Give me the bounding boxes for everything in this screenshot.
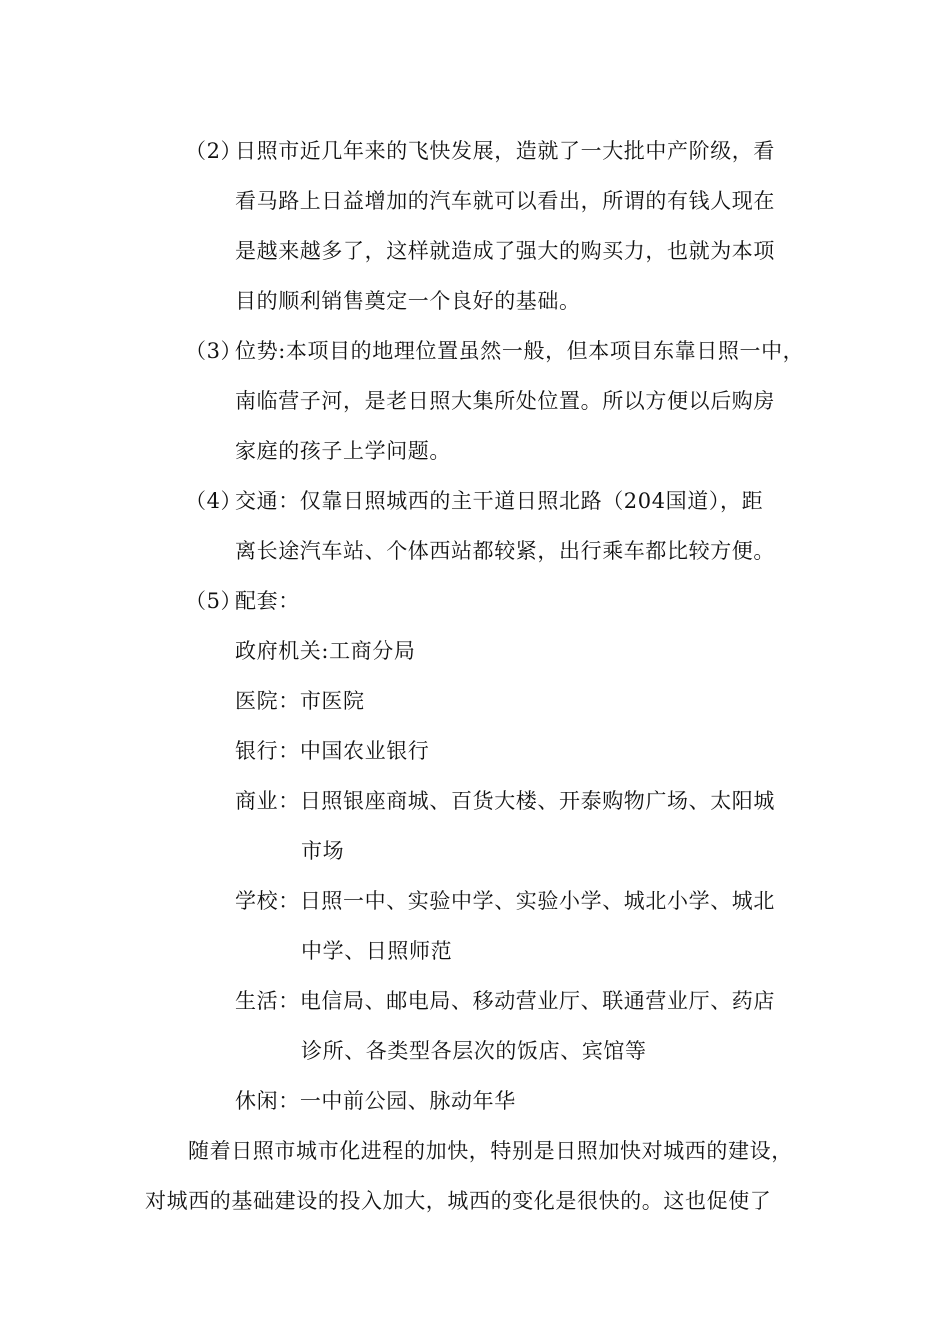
item-3-line-3: 家庭的孩子上学问题。 xyxy=(235,439,451,463)
item-2-line-1 xyxy=(185,136,775,166)
closing-paragraph-line-2: 对城西的基础建设的投入加大，城西的变化是很快的。这也促使了 xyxy=(145,1189,772,1213)
item-3-line-1 xyxy=(185,336,804,366)
facility-value: 一中前公园、脉动年华 xyxy=(299,1089,516,1113)
closing-paragraph-line-1: 随着日照市城市化进程的加快，特别是日照加快对城西的建设， xyxy=(188,1139,793,1163)
facility-school xyxy=(235,886,775,916)
facility-label: 医院： xyxy=(235,689,300,713)
facility-leisure xyxy=(235,1086,516,1116)
item-5-text-1: 配套： xyxy=(235,589,300,613)
facility-value: 日照银座商城、百货大楼、开泰购物广场、太阳城 xyxy=(299,789,776,813)
item-2-line-4: 目的顺利销售奠定一个良好的基础。 xyxy=(235,289,581,313)
facility-value: 市医院 xyxy=(299,689,365,713)
facility-label: 生活： xyxy=(235,989,300,1013)
facility-value: 中国农业银行 xyxy=(299,739,430,763)
item-4-line-1 xyxy=(185,486,763,516)
facility-value: 日照一中、实验中学、实验小学、城北小学、城北 xyxy=(299,889,776,913)
facility-commerce xyxy=(235,786,775,816)
facility-value: 工商分局 xyxy=(329,639,416,663)
facility-label: 政府机关: xyxy=(235,639,330,663)
item-5-line-1 xyxy=(185,586,300,616)
item-2-number: （2） xyxy=(185,139,243,163)
facility-commerce-cont: 市场 xyxy=(301,839,345,863)
item-2-line-2: 看马路上日益增加的汽车就可以看出，所谓的有钱人现在 xyxy=(235,189,775,213)
facility-label: 商业： xyxy=(235,789,300,813)
facility-school-cont: 中学、日照师范 xyxy=(301,939,453,963)
facility-label: 学校： xyxy=(235,889,300,913)
facility-value: 电信局、邮电局、移动营业厅、联通营业厅、药店 xyxy=(299,989,776,1013)
item-3-number: （3） xyxy=(185,339,243,363)
facility-government xyxy=(235,636,415,666)
facility-label: 银行： xyxy=(235,739,300,763)
item-2-line-3: 是越来越多了，这样就造成了强大的购买力，也就为本项 xyxy=(235,239,775,263)
item-5-number: （5） xyxy=(185,589,243,613)
item-4-number: （4） xyxy=(185,489,243,513)
facility-living-cont: 诊所、各类型各层次的饭店、宾馆等 xyxy=(301,1039,647,1063)
item-4-text-1: 交通：仅靠日照城西的主干道日照北路（204国道），距 xyxy=(235,489,764,513)
item-2-text-1: 日照市近几年来的飞快发展，造就了一大批中产阶级，看 xyxy=(235,139,775,163)
facility-bank xyxy=(235,736,429,766)
item-3-text-1: 位势:本项目的地理位置虽然一般，但本项目东靠日照一中， xyxy=(235,339,805,363)
facility-living xyxy=(235,986,775,1016)
item-3-line-2: 南临营子河，是老日照大集所处位置。所以方便以后购房 xyxy=(235,389,775,413)
facility-hospital xyxy=(235,686,365,716)
facility-label: 休闲： xyxy=(235,1089,300,1113)
item-4-line-2: 离长途汽车站、个体西站都较紧，出行乘车都比较方便。 xyxy=(235,539,775,563)
